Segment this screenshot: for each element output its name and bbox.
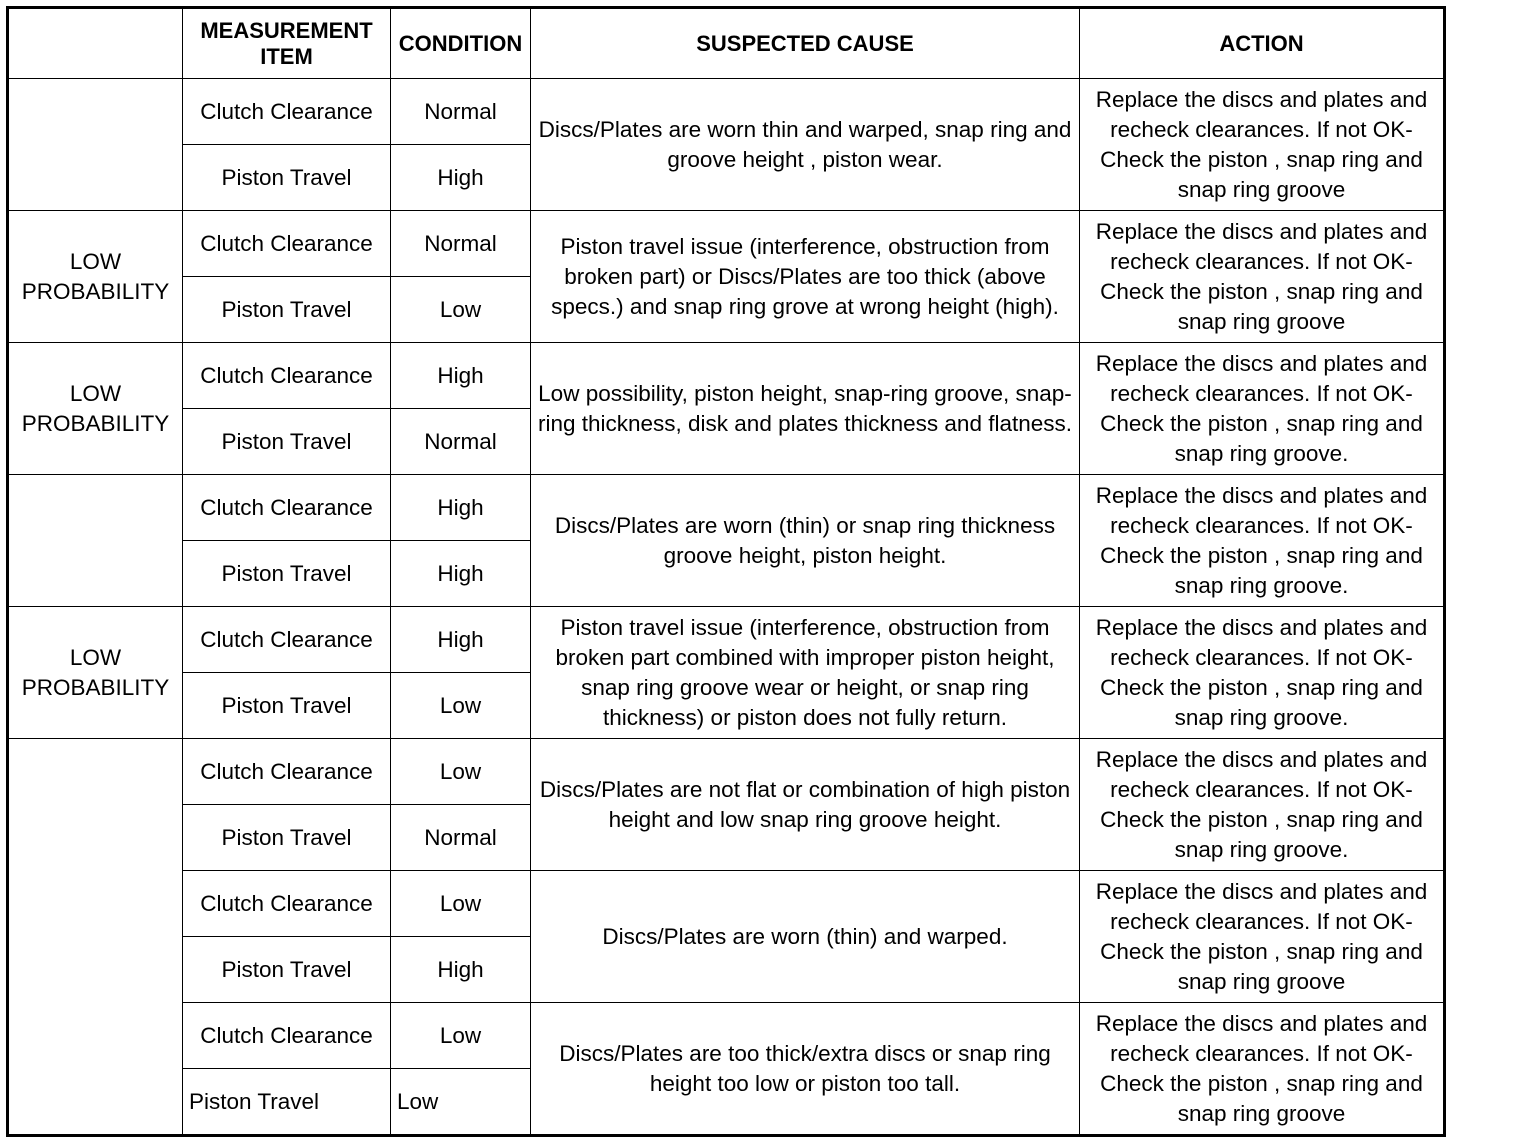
action-cell: Replace the discs and plates and recheck clearances. If not OK- Check the piston , snap ring and snap ring groove. xyxy=(1080,343,1445,475)
condition-cell: Low xyxy=(391,673,531,739)
header-action: ACTION xyxy=(1080,8,1445,79)
condition-cell: High xyxy=(391,145,531,211)
measurement-item-cell: Piston Travel xyxy=(183,1069,391,1136)
probability-cell: LOW PROBABILITY xyxy=(8,211,183,343)
measurement-item-cell: Clutch Clearance xyxy=(183,475,391,541)
measurement-item-cell: Clutch Clearance xyxy=(183,871,391,937)
condition-cell: High xyxy=(391,541,531,607)
suspected-cause-cell: Piston travel issue (interference, obstruction from broken part) or Discs/Plates are too thick (above specs.) and snap ring grove at wrong height (high). xyxy=(531,211,1080,343)
condition-cell: High xyxy=(391,343,531,409)
measurement-item-cell: Clutch Clearance xyxy=(183,79,391,145)
table-row xyxy=(8,607,1445,673)
suspected-cause-cell: Discs/Plates are worn thin and warped, snap ring and groove height , piston wear. xyxy=(531,79,1080,211)
condition-cell: Normal xyxy=(391,409,531,475)
action-cell: Replace the discs and plates and recheck clearances. If not OK- Check the piston , snap ring and snap ring groove. xyxy=(1080,607,1445,739)
measurement-item-cell: Clutch Clearance xyxy=(183,607,391,673)
condition-cell: Normal xyxy=(391,79,531,145)
suspected-cause-cell: Piston travel issue (interference, obstruction from broken part combined with improper piston height, snap ring groove wear or height, or snap ring thickness) or piston does not fully return. xyxy=(531,607,1080,739)
condition-cell: Low xyxy=(391,871,531,937)
table-row xyxy=(8,343,1445,409)
probability-cell xyxy=(8,475,183,607)
suspected-cause-cell: Low possibility, piston height, snap-ring groove, snap-ring thickness, disk and plates thickness and flatness. xyxy=(531,343,1080,475)
suspected-cause-cell: Discs/Plates are too thick/extra discs or snap ring height too low or piston too tall. xyxy=(531,1003,1080,1136)
measurement-item-cell: Piston Travel xyxy=(183,541,391,607)
table-row xyxy=(8,79,1445,145)
measurement-item-cell: Piston Travel xyxy=(183,409,391,475)
action-cell: Replace the discs and plates and recheck clearances. If not OK- Check the piston , snap ring and snap ring groove xyxy=(1080,211,1445,343)
header-condition: CONDITION xyxy=(391,8,531,79)
action-cell: Replace the discs and plates and recheck clearances. If not OK- Check the piston , snap ring and snap ring groove xyxy=(1080,871,1445,1003)
condition-cell: High xyxy=(391,475,531,541)
probability-cell: LOW PROBABILITY xyxy=(8,343,183,475)
suspected-cause-cell: Discs/Plates are not flat or combination of high piston height and low snap ring groove height. xyxy=(531,739,1080,871)
condition-cell: High xyxy=(391,937,531,1003)
condition-cell: High xyxy=(391,607,531,673)
condition-cell: Low xyxy=(391,739,531,805)
probability-cell xyxy=(8,739,183,1136)
header-measurement-item: MEASUREMENT ITEM xyxy=(183,8,391,79)
table-row xyxy=(8,739,1445,805)
header-probability xyxy=(8,8,183,79)
condition-cell: Low xyxy=(391,1069,531,1136)
measurement-item-cell: Piston Travel xyxy=(183,277,391,343)
measurement-item-cell: Piston Travel xyxy=(183,937,391,1003)
action-cell: Replace the discs and plates and recheck clearances. If not OK- Check the piston , snap ring and snap ring groove. xyxy=(1080,475,1445,607)
header-suspected-cause: SUSPECTED CAUSE xyxy=(531,8,1080,79)
table-row xyxy=(8,211,1445,277)
table-row xyxy=(8,475,1445,541)
action-cell: Replace the discs and plates and recheck clearances. If not OK- Check the piston , snap ring and snap ring groove xyxy=(1080,1003,1445,1136)
measurement-item-cell: Clutch Clearance xyxy=(183,211,391,277)
measurement-item-cell: Clutch Clearance xyxy=(183,739,391,805)
condition-cell: Normal xyxy=(391,211,531,277)
condition-cell: Normal xyxy=(391,805,531,871)
measurement-item-cell: Piston Travel xyxy=(183,145,391,211)
action-cell: Replace the discs and plates and recheck clearances. If not OK- Check the piston , snap ring and snap ring groove. xyxy=(1080,739,1445,871)
measurement-item-cell: Clutch Clearance xyxy=(183,1003,391,1069)
condition-cell: Low xyxy=(391,1003,531,1069)
measurement-item-cell: Clutch Clearance xyxy=(183,343,391,409)
measurement-item-cell: Piston Travel xyxy=(183,805,391,871)
suspected-cause-cell: Discs/Plates are worn (thin) or snap ring thickness groove height, piston height. xyxy=(531,475,1080,607)
action-cell: Replace the discs and plates and recheck clearances. If not OK- Check the piston , snap ring and snap ring groove xyxy=(1080,79,1445,211)
suspected-cause-cell: Discs/Plates are worn (thin) and warped. xyxy=(531,871,1080,1003)
measurement-item-cell: Piston Travel xyxy=(183,673,391,739)
probability-cell xyxy=(8,79,183,211)
diagnosis-table xyxy=(6,6,1446,1137)
header-row xyxy=(8,8,1445,79)
probability-cell: LOW PROBABILITY xyxy=(8,607,183,739)
table-row xyxy=(8,1003,1445,1069)
condition-cell: Low xyxy=(391,277,531,343)
table-row xyxy=(8,871,1445,937)
